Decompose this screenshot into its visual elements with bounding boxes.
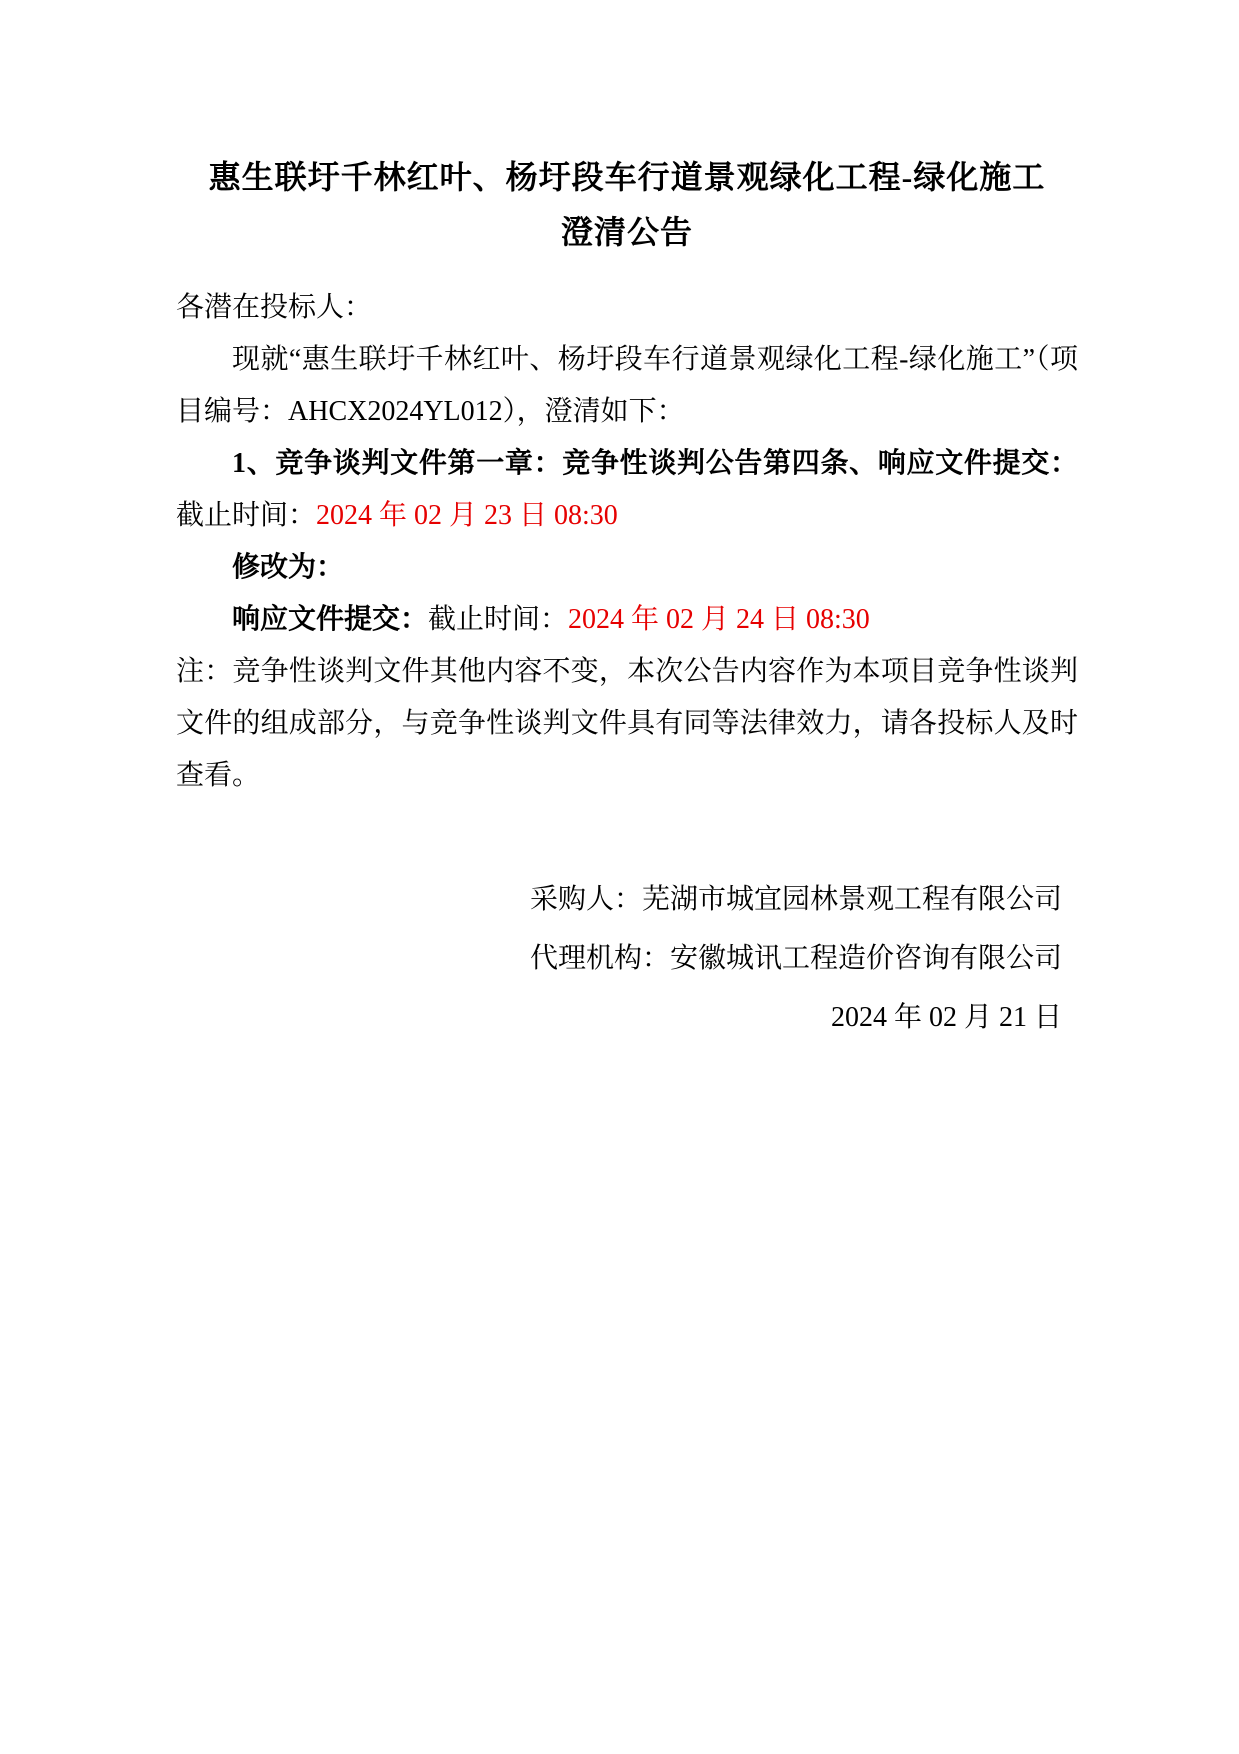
clause-deadline-label: 截止时间： bbox=[176, 500, 317, 531]
document-page bbox=[176, 150, 1078, 1047]
signoff-date-line: 2024 年 02 月 21 日 bbox=[830, 1002, 1062, 1033]
modify-line bbox=[176, 542, 1078, 594]
revised-paragraph bbox=[176, 594, 1078, 646]
note-paragraph: 注：竞争性谈判文件其他内容不变，本次公告内容作为本项目竞争性谈判文件的组成部分，与竞争性谈判文件具有同等法律效力，请各投标人及时查看。 bbox=[176, 656, 1078, 791]
revised-heading: 响应文件提交： bbox=[232, 604, 429, 635]
intro-paragraph: 现就“惠生联圩千林红叶、杨圩段车行道景观绿化工程-绿化施工”（项目编号：AHCX2024YL012），澄清如下： bbox=[176, 344, 1078, 427]
document-body bbox=[176, 282, 1078, 802]
modify-label: 修改为： bbox=[232, 552, 345, 583]
clause-paragraph bbox=[176, 438, 1078, 542]
document-title-line1: 惠生联圩千林红叶、杨圩段车行道景观绿化工程-绿化施工 bbox=[208, 159, 1046, 195]
revised-new-deadline: 2024 年 02 月 24 日 08:30 bbox=[568, 604, 870, 635]
clause-old-deadline: 2024 年 02 月 23 日 08:30 bbox=[316, 500, 618, 531]
agency-line: 代理机构：安徽城讯工程造价咨询有限公司 bbox=[529, 943, 1062, 974]
salutation-line: 各潜在投标人： bbox=[176, 292, 373, 323]
signoff-block bbox=[176, 870, 1078, 1047]
document-title-line2: 澄清公告 bbox=[560, 214, 693, 250]
clause-heading: 1、竞争谈判文件第一章：竞争性谈判公告第四条、响应文件提交： bbox=[232, 448, 1078, 479]
purchaser-line: 采购人：芜湖市城宜园林景观工程有限公司 bbox=[529, 884, 1062, 915]
document-title bbox=[176, 150, 1078, 260]
revised-deadline-label: 截止时间： bbox=[428, 604, 569, 635]
